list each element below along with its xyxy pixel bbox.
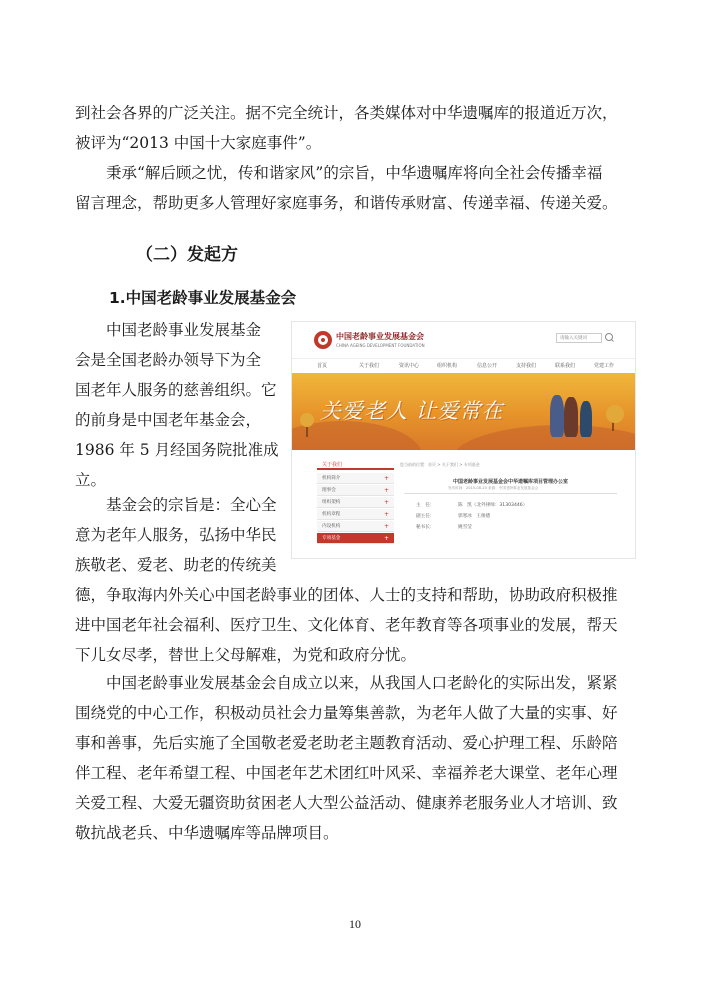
- text-line: 到社会各界的广泛关注。据不完全统计，各类媒体对中华遗嘱库的报道近万次，: [75, 104, 618, 122]
- nav-item: 关于我们: [359, 363, 380, 369]
- site-nav: [292, 358, 635, 374]
- plus-icon: +: [383, 475, 389, 482]
- sidebar-item: [317, 497, 394, 508]
- nav-item: 组织机构: [437, 363, 458, 369]
- text-line: 下儿女尽孝，替世上父母解难，为党和政府分忧。: [75, 646, 417, 664]
- nav-item: 党建工作: [594, 363, 615, 369]
- site-sidebar: [317, 460, 394, 550]
- plus-icon: +: [383, 511, 389, 518]
- banner-tree: [606, 405, 624, 423]
- sidebar-item-label: 理事会: [322, 488, 336, 493]
- elderly-figure: [550, 395, 564, 437]
- foundation-website-screenshot: [292, 322, 635, 558]
- elderly-figure: [564, 397, 578, 437]
- section-heading: （二）发起方: [136, 245, 238, 265]
- sidebar-item: [317, 521, 394, 532]
- nav-item: 信息公开: [477, 363, 498, 369]
- text-line: 基金会的宗旨是：全心全: [106, 496, 277, 514]
- sidebar-item: [317, 473, 394, 484]
- staff-role: 秘书长：: [416, 525, 435, 530]
- staff-name: 姚雪莹: [458, 525, 472, 530]
- nav-item: 支持我们: [516, 363, 537, 369]
- staff-name: 陈 凯（北外律师：31303446）: [458, 503, 528, 508]
- staff-row: [416, 502, 528, 508]
- sidebar-item-label: 专项基金: [322, 536, 341, 541]
- sidebar-item: [317, 509, 394, 520]
- sidebar-item-label: 内设机构: [322, 524, 341, 529]
- plus-icon: +: [383, 499, 389, 506]
- staff-role: 副主任：: [416, 514, 435, 519]
- paragraph-foundation-projects: [75, 668, 635, 848]
- sidebar-item-label: 机构简介: [322, 476, 341, 481]
- text-line: 事和善事，先后实施了全国敬老爱老助老主题教育活动、爱心护理工程、乐龄陪: [75, 734, 618, 752]
- text-line: 敬抗战老兵、中华遗嘱库等品牌项目。: [75, 824, 339, 842]
- text-line: 立。: [75, 471, 107, 489]
- search-icon: [605, 333, 613, 341]
- text-line: 留言理念，帮助更多人管理好家庭事务，和谐传承财富、传递幸福、传递关爱。: [75, 194, 618, 212]
- text-line: 伴工程、老年希望工程、中国老年艺术团红叶风采、幸福养老大课堂、老年心理: [75, 764, 618, 782]
- paragraph-mission: [75, 158, 635, 218]
- nav-item: 联系我们: [555, 363, 576, 369]
- banner-hill: [452, 425, 635, 450]
- text-line: 进中国老年社会福利、医疗卫生、文化体育、老年教育等各项事业的发展，帮天: [75, 616, 618, 634]
- paragraph-foundation-purpose-cont: [75, 580, 635, 670]
- staff-row: [416, 513, 491, 519]
- nav-item: 资讯中心: [399, 363, 420, 369]
- article-title: 中国老龄事业发展基金会中华遗嘱库项目管理办公室: [452, 479, 568, 485]
- banner-tree: [300, 413, 314, 427]
- sidebar-item-label: 组织架构: [322, 500, 341, 505]
- site-search-input: 请输入关键词: [556, 333, 602, 343]
- site-header: [292, 322, 635, 358]
- text-line: 族敬老、爱老、助老的传统美: [75, 556, 277, 574]
- subsection-heading: 1.中国老龄事业发展基金会: [109, 289, 297, 307]
- nav-item: 首页: [317, 363, 328, 369]
- plus-icon: +: [383, 523, 389, 530]
- text-line: 中国老龄事业发展基金: [106, 321, 262, 339]
- site-banner: [292, 373, 635, 450]
- sidebar-item-active: [317, 533, 394, 544]
- elderly-figure: [580, 401, 592, 437]
- plus-icon: +: [383, 487, 389, 494]
- staff-row: [416, 524, 472, 530]
- text-line: 意为老年人服务，弘扬中华民: [75, 526, 277, 544]
- staff-name: 郭寒冰 王俊德: [458, 514, 491, 519]
- sidebar-title: 关于我们: [317, 460, 394, 470]
- text-line: 国老年人服务的慈善组织。它: [75, 381, 277, 399]
- text-line: 秉承“解后顾之忧，传和谐家风”的宗旨，中华遗嘱库将向全社会传播幸福: [106, 164, 603, 182]
- site-org-name: 中国老龄事业发展基金会: [336, 331, 424, 341]
- site-breadcrumb: 您当前的位置：首页 > 关于我们 > 专项基金: [400, 462, 480, 467]
- article-meta: 发布时间：2015-08-20 来源：中国老龄事业发展基金会: [448, 486, 539, 490]
- page-number: 10: [349, 917, 361, 931]
- paragraph-foundation-purpose: [75, 490, 287, 580]
- text-line: 关爱工程、大爱无疆资助贫困老人大型公益活动、健康养老服务业人才培训、致: [75, 794, 618, 812]
- sidebar-item-label: 机构章程: [322, 512, 341, 517]
- staff-role: 主 任：: [416, 503, 435, 508]
- paragraph-media-coverage: [75, 98, 635, 158]
- site-content: [398, 460, 623, 555]
- banner-slogan: 关爱老人 让爱常在: [320, 399, 504, 423]
- sidebar-item: [317, 485, 394, 496]
- text-line: 德，争取海内外关心中国老龄事业的团体、人士的支持和帮助，协助政府积极推: [75, 586, 618, 604]
- text-line: 围绕党的中心工作，积极动员社会力量筹集善款，为老年人做了大量的实事、好: [75, 704, 618, 722]
- text-line: 会是全国老龄办领导下为全: [75, 351, 262, 369]
- site-org-name-en: CHINA AGEING DEVELOPMENT FOUNDATION: [336, 343, 425, 348]
- text-line: 的前身是中国老年基金会，: [75, 411, 262, 429]
- divider: [404, 493, 617, 494]
- paragraph-foundation-intro: [75, 315, 287, 495]
- text-line: 中国老龄事业发展基金会自成立以来，从我国人口老龄化的实际出发，紧紧: [106, 674, 618, 692]
- foundation-logo-icon: [314, 331, 332, 349]
- plus-icon: +: [383, 535, 389, 542]
- text-line: 1986 年 5 月经国务院批准成: [75, 441, 279, 459]
- text-line: 被评为“2013 中国十大家庭事件”。: [75, 134, 322, 152]
